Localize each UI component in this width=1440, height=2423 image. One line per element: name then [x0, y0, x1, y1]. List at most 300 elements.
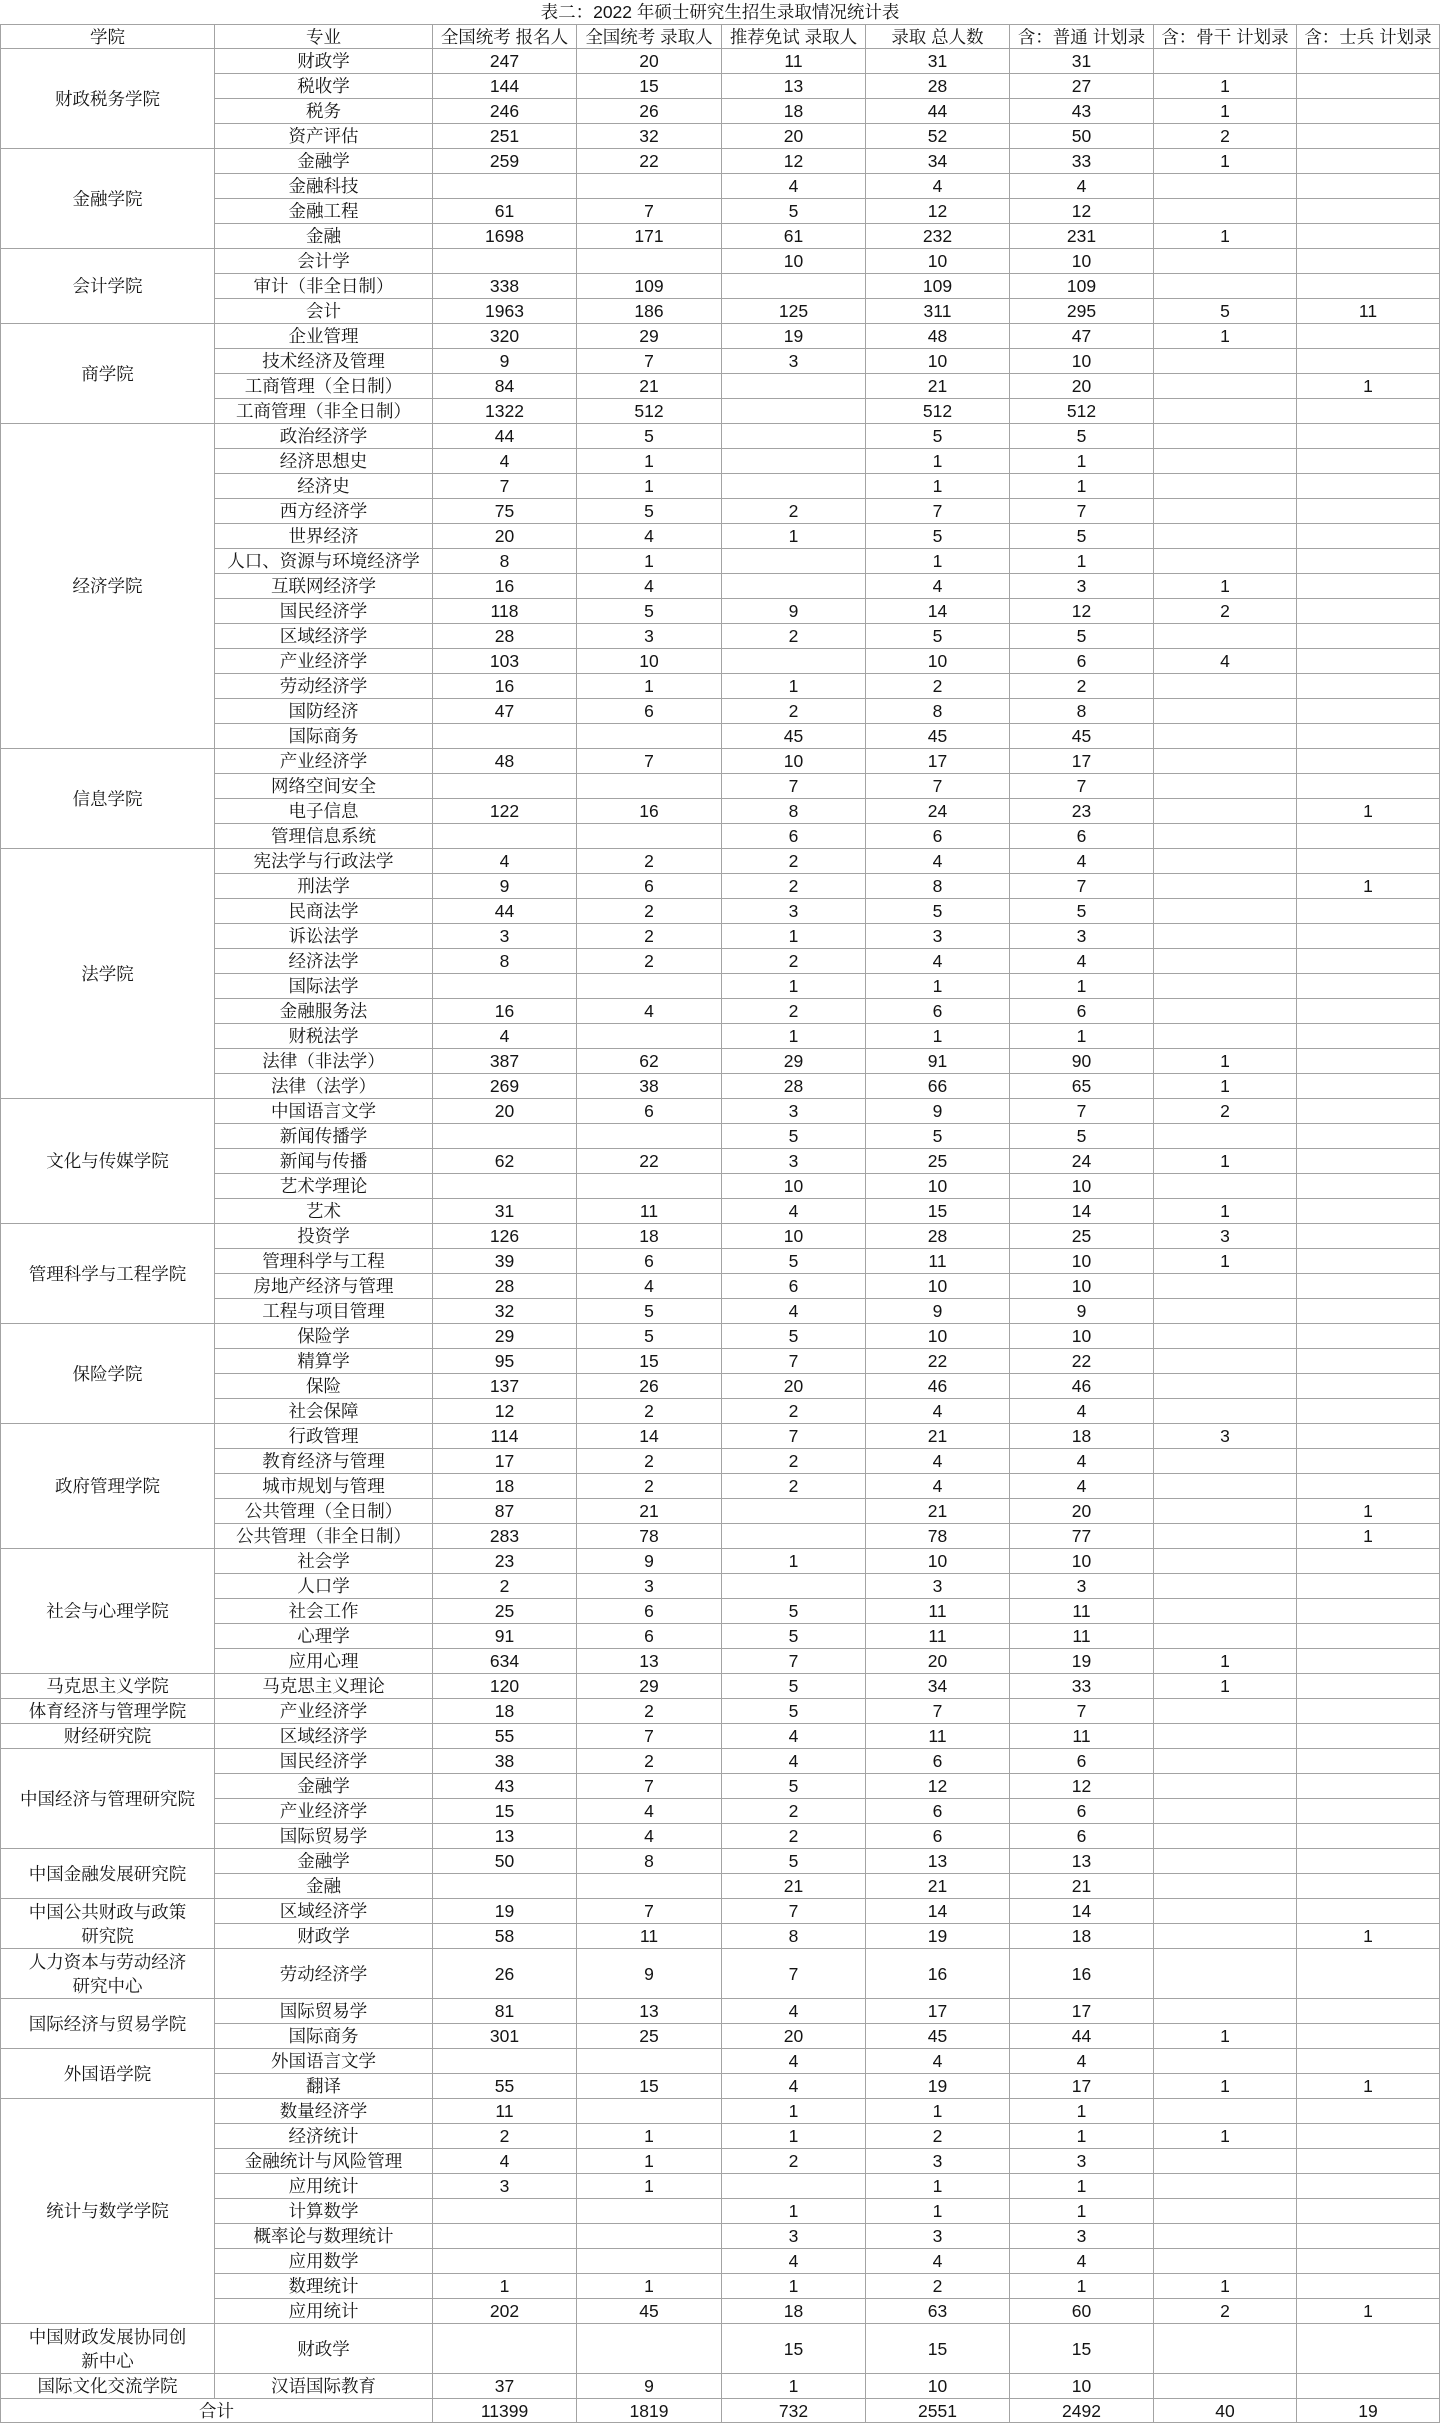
general-plan-cell: 12 [1010, 599, 1154, 624]
major-cell: 金融学 [215, 1774, 433, 1799]
total-admitted-cell: 34 [866, 1674, 1010, 1699]
backbone-plan-cell [1154, 1124, 1297, 1149]
exam-applicants-cell: 18 [433, 1699, 577, 1724]
general-plan-cell: 5 [1010, 1124, 1154, 1149]
total-admitted-cell: 21 [866, 1499, 1010, 1524]
college-cell: 政府管理学院 [0, 1424, 215, 1549]
total-admitted-cell: 1 [866, 474, 1010, 499]
exam-applicants-cell: 11 [433, 2099, 577, 2124]
total-admitted-cell: 10 [866, 2374, 1010, 2399]
exam-admitted-cell [577, 724, 722, 749]
major-cell: 区域经济学 [215, 624, 433, 649]
exam-admitted-cell: 171 [577, 224, 722, 249]
soldier-plan-cell [1297, 1699, 1440, 1724]
major-cell: 产业经济学 [215, 1699, 433, 1724]
major-cell: 艺术学理论 [215, 1174, 433, 1199]
soldier-plan-cell: 1 [1297, 799, 1440, 824]
total-admitted-cell: 2 [866, 674, 1010, 699]
major-cell: 城市规划与管理 [215, 1474, 433, 1499]
general-plan-cell: 8 [1010, 699, 1154, 724]
exam-applicants-cell: 87 [433, 1499, 577, 1524]
exam-applicants-cell [433, 2224, 577, 2249]
total-admitted-cell: 5 [866, 899, 1010, 924]
backbone-plan-cell: 1 [1154, 1149, 1297, 1174]
soldier-plan-cell [1297, 1374, 1440, 1399]
exam-admitted-cell: 2 [577, 1749, 722, 1774]
recommended-admitted-cell: 10 [722, 1224, 866, 1249]
recommended-admitted-cell: 29 [722, 1049, 866, 1074]
general-plan-cell: 295 [1010, 299, 1154, 324]
major-cell: 国际商务 [215, 2024, 433, 2049]
backbone-plan-cell [1154, 1999, 1297, 2024]
general-plan-cell: 18 [1010, 1424, 1154, 1449]
soldier-plan-cell [1297, 1849, 1440, 1874]
backbone-plan-cell [1154, 1374, 1297, 1399]
general-plan-cell: 9 [1010, 1299, 1154, 1324]
major-cell: 劳动经济学 [215, 1949, 433, 1999]
total-admitted-cell: 14 [866, 599, 1010, 624]
general-plan-cell: 4 [1010, 2049, 1154, 2074]
major-cell: 政治经济学 [215, 424, 433, 449]
backbone-plan-cell [1154, 1624, 1297, 1649]
total-admitted-cell: 5 [866, 524, 1010, 549]
major-cell: 人口、资源与环境经济学 [215, 549, 433, 574]
recommended-admitted-cell [722, 474, 866, 499]
exam-admitted-cell: 3 [577, 1574, 722, 1599]
total-admitted-cell: 10 [866, 1549, 1010, 1574]
exam-admitted-cell: 1 [577, 2174, 722, 2199]
total-admitted-cell: 9 [866, 1299, 1010, 1324]
exam-applicants-cell: 320 [433, 324, 577, 349]
backbone-plan-cell: 1 [1154, 1199, 1297, 1224]
major-cell: 工程与项目管理 [215, 1299, 433, 1324]
exam-applicants-cell: 20 [433, 1099, 577, 1124]
exam-admitted-cell [577, 774, 722, 799]
exam-admitted-cell: 8 [577, 1849, 722, 1874]
recommended-admitted-cell: 2 [722, 1824, 866, 1849]
general-plan-cell: 31 [1010, 49, 1154, 74]
header-college: 学院 [0, 24, 215, 49]
backbone-plan-cell [1154, 924, 1297, 949]
total-admitted-cell: 21 [866, 374, 1010, 399]
soldier-plan-cell [1297, 699, 1440, 724]
total-admitted-cell: 52 [866, 124, 1010, 149]
exam-applicants-cell: 1322 [433, 399, 577, 424]
backbone-plan-cell [1154, 1024, 1297, 1049]
backbone-plan-cell: 5 [1154, 299, 1297, 324]
soldier-plan-cell [1297, 824, 1440, 849]
major-cell: 行政管理 [215, 1424, 433, 1449]
exam-applicants-cell: 7 [433, 474, 577, 499]
exam-admitted-cell: 78 [577, 1524, 722, 1549]
exam-admitted-cell: 5 [577, 424, 722, 449]
backbone-plan-cell [1154, 949, 1297, 974]
major-cell: 财政学 [215, 1924, 433, 1949]
major-cell: 房地产经济与管理 [215, 1274, 433, 1299]
recommended-admitted-cell [722, 374, 866, 399]
recommended-admitted-cell: 6 [722, 824, 866, 849]
major-cell: 金融 [215, 224, 433, 249]
recommended-admitted-cell: 15 [722, 2324, 866, 2374]
major-cell: 艺术 [215, 1199, 433, 1224]
exam-applicants-cell [433, 1124, 577, 1149]
college-cell: 管理科学与工程学院 [0, 1224, 215, 1324]
college-cell: 国际文化交流学院 [0, 2374, 215, 2399]
exam-admitted-cell: 9 [577, 1949, 722, 1999]
recommended-admitted-cell: 11 [722, 49, 866, 74]
backbone-plan-cell: 1 [1154, 1649, 1297, 1674]
recommended-admitted-cell: 1 [722, 524, 866, 549]
backbone-plan-cell: 1 [1154, 2274, 1297, 2299]
soldier-plan-cell [1297, 1874, 1440, 1899]
exam-applicants-cell: 4 [433, 849, 577, 874]
backbone-plan-cell [1154, 674, 1297, 699]
general-plan-cell: 20 [1010, 1499, 1154, 1524]
recommended-admitted-cell: 4 [722, 1999, 866, 2024]
soldier-plan-cell: 1 [1297, 2299, 1440, 2324]
general-plan-cell: 3 [1010, 924, 1154, 949]
exam-admitted-cell: 9 [577, 1549, 722, 1574]
exam-applicants-cell: 202 [433, 2299, 577, 2324]
general-plan-cell: 10 [1010, 1274, 1154, 1299]
major-cell: 公共管理（非全日制） [215, 1524, 433, 1549]
general-plan-cell: 4 [1010, 849, 1154, 874]
major-cell: 经济法学 [215, 949, 433, 974]
soldier-plan-cell: 1 [1297, 374, 1440, 399]
total-admitted-cell: 4 [866, 1399, 1010, 1424]
total-admitted-cell: 16 [866, 1949, 1010, 1999]
exam-admitted-cell: 21 [577, 1499, 722, 1524]
total-admitted-cell: 4 [866, 2049, 1010, 2074]
general-plan-cell: 10 [1010, 2374, 1154, 2399]
backbone-plan-cell: 2 [1154, 1099, 1297, 1124]
general-plan-cell: 23 [1010, 799, 1154, 824]
header-exam-applicants: 全国统考 报名人 [433, 24, 577, 49]
recommended-admitted-cell: 5 [722, 1774, 866, 1799]
exam-applicants-cell: 103 [433, 649, 577, 674]
exam-applicants-cell [433, 724, 577, 749]
soldier-plan-cell [1297, 774, 1440, 799]
total-admitted-cell: 1 [866, 549, 1010, 574]
major-cell: 人口学 [215, 1574, 433, 1599]
major-cell: 公共管理（全日制） [215, 1499, 433, 1524]
recommended-admitted-cell: 2 [722, 499, 866, 524]
exam-applicants-cell: 8 [433, 949, 577, 974]
total-admitted-cell: 4 [866, 849, 1010, 874]
exam-admitted-cell [577, 974, 722, 999]
table-title: 表二：2022 年硕士研究生招生录取情况统计表 [540, 2, 900, 22]
recommended-admitted-cell: 1 [722, 674, 866, 699]
exam-admitted-cell: 26 [577, 99, 722, 124]
total-admitted-cell: 45 [866, 2024, 1010, 2049]
exam-admitted-cell: 25 [577, 2024, 722, 2049]
total-exam-admitted: 1819 [577, 2399, 722, 2423]
college-cell: 体育经济与管理学院 [0, 1699, 215, 1724]
exam-applicants-cell: 38 [433, 1749, 577, 1774]
exam-applicants-cell: 28 [433, 624, 577, 649]
soldier-plan-cell [1297, 1999, 1440, 2024]
major-cell: 会计 [215, 299, 433, 324]
backbone-plan-cell [1154, 1774, 1297, 1799]
recommended-admitted-cell: 18 [722, 99, 866, 124]
soldier-plan-cell [1297, 424, 1440, 449]
soldier-plan-cell [1297, 74, 1440, 99]
soldier-plan-cell [1297, 124, 1440, 149]
total-admitted-cell: 21 [866, 1424, 1010, 1449]
recommended-admitted-cell: 2 [722, 1799, 866, 1824]
soldier-plan-cell [1297, 2124, 1440, 2149]
recommended-admitted-cell [722, 2174, 866, 2199]
college-cell: 中国金融发展研究院 [0, 1849, 215, 1899]
recommended-admitted-cell: 4 [722, 2049, 866, 2074]
exam-admitted-cell: 5 [577, 599, 722, 624]
general-plan-cell: 21 [1010, 1874, 1154, 1899]
total-admitted-cell: 311 [866, 299, 1010, 324]
recommended-admitted-cell: 7 [722, 1349, 866, 1374]
general-plan-cell: 3 [1010, 574, 1154, 599]
soldier-plan-cell [1297, 2174, 1440, 2199]
recommended-admitted-cell: 5 [722, 1599, 866, 1624]
general-plan-cell: 6 [1010, 999, 1154, 1024]
soldier-plan-cell [1297, 1024, 1440, 1049]
exam-applicants-cell: 338 [433, 274, 577, 299]
exam-admitted-cell [577, 1124, 722, 1149]
total-admitted-cell: 15 [866, 1199, 1010, 1224]
exam-applicants-cell: 44 [433, 424, 577, 449]
general-plan-cell: 1 [1010, 449, 1154, 474]
major-cell: 新闻与传播 [215, 1149, 433, 1174]
soldier-plan-cell [1297, 474, 1440, 499]
total-admitted-cell: 10 [866, 649, 1010, 674]
soldier-plan-cell [1297, 2199, 1440, 2224]
exam-admitted-cell: 15 [577, 74, 722, 99]
general-plan-cell: 33 [1010, 1674, 1154, 1699]
backbone-plan-cell [1154, 1924, 1297, 1949]
exam-admitted-cell [577, 1874, 722, 1899]
recommended-admitted-cell: 1 [722, 1549, 866, 1574]
exam-admitted-cell: 45 [577, 2299, 722, 2324]
general-plan-cell: 5 [1010, 424, 1154, 449]
college-cell: 中国财政发展协同创 新中心 [0, 2324, 215, 2374]
exam-admitted-cell: 1 [577, 2274, 722, 2299]
total-admitted-cell: 109 [866, 274, 1010, 299]
recommended-admitted-cell: 2 [722, 949, 866, 974]
exam-applicants-cell [433, 2324, 577, 2374]
exam-admitted-cell: 11 [577, 1199, 722, 1224]
general-plan-cell: 20 [1010, 374, 1154, 399]
recommended-admitted-cell: 1 [722, 2274, 866, 2299]
exam-admitted-cell: 32 [577, 124, 722, 149]
recommended-admitted-cell [722, 399, 866, 424]
soldier-plan-cell: 11 [1297, 299, 1440, 324]
recommended-admitted-cell: 125 [722, 299, 866, 324]
soldier-plan-cell [1297, 1899, 1440, 1924]
major-cell: 保险 [215, 1374, 433, 1399]
major-cell: 概率论与数理统计 [215, 2224, 433, 2249]
recommended-admitted-cell: 20 [722, 124, 866, 149]
general-plan-cell: 7 [1010, 874, 1154, 899]
backbone-plan-cell [1154, 2224, 1297, 2249]
exam-admitted-cell: 9 [577, 2374, 722, 2399]
recommended-admitted-cell: 12 [722, 149, 866, 174]
backbone-plan-cell [1154, 499, 1297, 524]
general-plan-cell: 14 [1010, 1899, 1154, 1924]
college-cell: 经济学院 [0, 424, 215, 749]
soldier-plan-cell [1297, 1624, 1440, 1649]
general-plan-cell: 43 [1010, 99, 1154, 124]
total-admitted-cell: 5 [866, 624, 1010, 649]
general-plan-cell: 33 [1010, 149, 1154, 174]
exam-admitted-cell [577, 824, 722, 849]
recommended-admitted-cell: 2 [722, 2149, 866, 2174]
exam-applicants-cell [433, 174, 577, 199]
exam-admitted-cell: 2 [577, 899, 722, 924]
soldier-plan-cell [1297, 1774, 1440, 1799]
exam-applicants-cell: 81 [433, 1999, 577, 2024]
major-cell: 金融工程 [215, 199, 433, 224]
soldier-plan-cell [1297, 99, 1440, 124]
soldier-plan-cell [1297, 1324, 1440, 1349]
backbone-plan-cell [1154, 1174, 1297, 1199]
major-cell: 产业经济学 [215, 649, 433, 674]
exam-applicants-cell: 29 [433, 1324, 577, 1349]
major-cell: 投资学 [215, 1224, 433, 1249]
major-cell: 心理学 [215, 1624, 433, 1649]
major-cell: 税务 [215, 99, 433, 124]
major-cell: 社会学 [215, 1549, 433, 1574]
soldier-plan-cell [1297, 649, 1440, 674]
recommended-admitted-cell: 4 [722, 2074, 866, 2099]
exam-applicants-cell [433, 824, 577, 849]
major-cell: 教育经济与管理 [215, 1449, 433, 1474]
college-cell: 信息学院 [0, 749, 215, 849]
soldier-plan-cell [1297, 274, 1440, 299]
exam-admitted-cell [577, 2224, 722, 2249]
backbone-plan-cell [1154, 1399, 1297, 1424]
exam-admitted-cell: 10 [577, 649, 722, 674]
backbone-plan-cell [1154, 1349, 1297, 1374]
exam-applicants-cell: 13 [433, 1824, 577, 1849]
major-cell: 民商法学 [215, 899, 433, 924]
backbone-plan-cell [1154, 1499, 1297, 1524]
exam-applicants-cell: 23 [433, 1549, 577, 1574]
total-admitted-cell: 10 [866, 1174, 1010, 1199]
total-soldier-plan: 19 [1297, 2399, 1440, 2423]
major-cell: 应用统计 [215, 2299, 433, 2324]
backbone-plan-cell [1154, 424, 1297, 449]
recommended-admitted-cell: 5 [722, 1624, 866, 1649]
backbone-plan-cell: 3 [1154, 1224, 1297, 1249]
total-admitted-cell: 48 [866, 324, 1010, 349]
general-plan-cell: 17 [1010, 749, 1154, 774]
soldier-plan-cell [1297, 724, 1440, 749]
major-cell: 法律（非法学） [215, 1049, 433, 1074]
total-admitted-cell: 28 [866, 74, 1010, 99]
backbone-plan-cell [1154, 1524, 1297, 1549]
recommended-admitted-cell [722, 1574, 866, 1599]
backbone-plan-cell [1154, 1549, 1297, 1574]
general-plan-cell: 231 [1010, 224, 1154, 249]
exam-applicants-cell: 12 [433, 1399, 577, 1424]
exam-applicants-cell: 18 [433, 1474, 577, 1499]
total-admitted-cell: 6 [866, 1749, 1010, 1774]
exam-applicants-cell: 3 [433, 2174, 577, 2199]
exam-applicants-cell: 84 [433, 374, 577, 399]
soldier-plan-cell [1297, 599, 1440, 624]
exam-applicants-cell: 259 [433, 149, 577, 174]
backbone-plan-cell: 1 [1154, 149, 1297, 174]
total-admitted-cell: 5 [866, 424, 1010, 449]
total-admitted-cell: 11 [866, 1249, 1010, 1274]
recommended-admitted-cell: 21 [722, 1874, 866, 1899]
general-plan-cell: 6 [1010, 1824, 1154, 1849]
soldier-plan-cell: 1 [1297, 874, 1440, 899]
soldier-plan-cell [1297, 1574, 1440, 1599]
recommended-admitted-cell: 3 [722, 1099, 866, 1124]
exam-admitted-cell: 38 [577, 1074, 722, 1099]
exam-applicants-cell: 246 [433, 99, 577, 124]
soldier-plan-cell [1297, 149, 1440, 174]
major-cell: 精算学 [215, 1349, 433, 1374]
total-admitted-cell: 12 [866, 1774, 1010, 1799]
backbone-plan-cell [1154, 1949, 1297, 1999]
general-plan-cell: 5 [1010, 524, 1154, 549]
recommended-admitted-cell: 9 [722, 599, 866, 624]
major-cell: 国际贸易学 [215, 1999, 433, 2024]
major-cell: 社会工作 [215, 1599, 433, 1624]
total-admitted-cell: 46 [866, 1374, 1010, 1399]
backbone-plan-cell [1154, 174, 1297, 199]
total-admitted-cell: 24 [866, 799, 1010, 824]
backbone-plan-cell [1154, 824, 1297, 849]
exam-admitted-cell: 1 [577, 674, 722, 699]
backbone-plan-cell [1154, 474, 1297, 499]
total-admitted-cell: 2 [866, 2274, 1010, 2299]
backbone-plan-cell: 1 [1154, 1674, 1297, 1699]
college-cell: 商学院 [0, 324, 215, 424]
backbone-plan-cell [1154, 1574, 1297, 1599]
soldier-plan-cell [1297, 1799, 1440, 1824]
general-plan-cell: 10 [1010, 1549, 1154, 1574]
soldier-plan-cell [1297, 1099, 1440, 1124]
major-cell: 技术经济及管理 [215, 349, 433, 374]
backbone-plan-cell [1154, 874, 1297, 899]
total-admitted-cell: 34 [866, 149, 1010, 174]
major-cell: 应用统计 [215, 2174, 433, 2199]
total-admitted-cell: 78 [866, 1524, 1010, 1549]
backbone-plan-cell [1154, 1824, 1297, 1849]
major-cell: 金融 [215, 1874, 433, 1899]
backbone-plan-cell [1154, 1799, 1297, 1824]
college-cell: 保险学院 [0, 1324, 215, 1424]
general-plan-cell: 3 [1010, 2149, 1154, 2174]
exam-admitted-cell: 2 [577, 849, 722, 874]
exam-applicants-cell: 20 [433, 524, 577, 549]
exam-admitted-cell: 4 [577, 999, 722, 1024]
college-cell: 法学院 [0, 849, 215, 1099]
soldier-plan-cell [1297, 1549, 1440, 1574]
exam-admitted-cell: 7 [577, 1899, 722, 1924]
backbone-plan-cell: 2 [1154, 599, 1297, 624]
major-cell: 外国语言文学 [215, 2049, 433, 2074]
total-admitted-cell: 7 [866, 499, 1010, 524]
recommended-admitted-cell: 4 [722, 1199, 866, 1224]
exam-admitted-cell [577, 2199, 722, 2224]
exam-admitted-cell: 26 [577, 1374, 722, 1399]
college-cell: 中国公共财政与政策 研究院 [0, 1899, 215, 1949]
exam-applicants-cell: 50 [433, 1849, 577, 1874]
major-cell: 数量经济学 [215, 2099, 433, 2124]
